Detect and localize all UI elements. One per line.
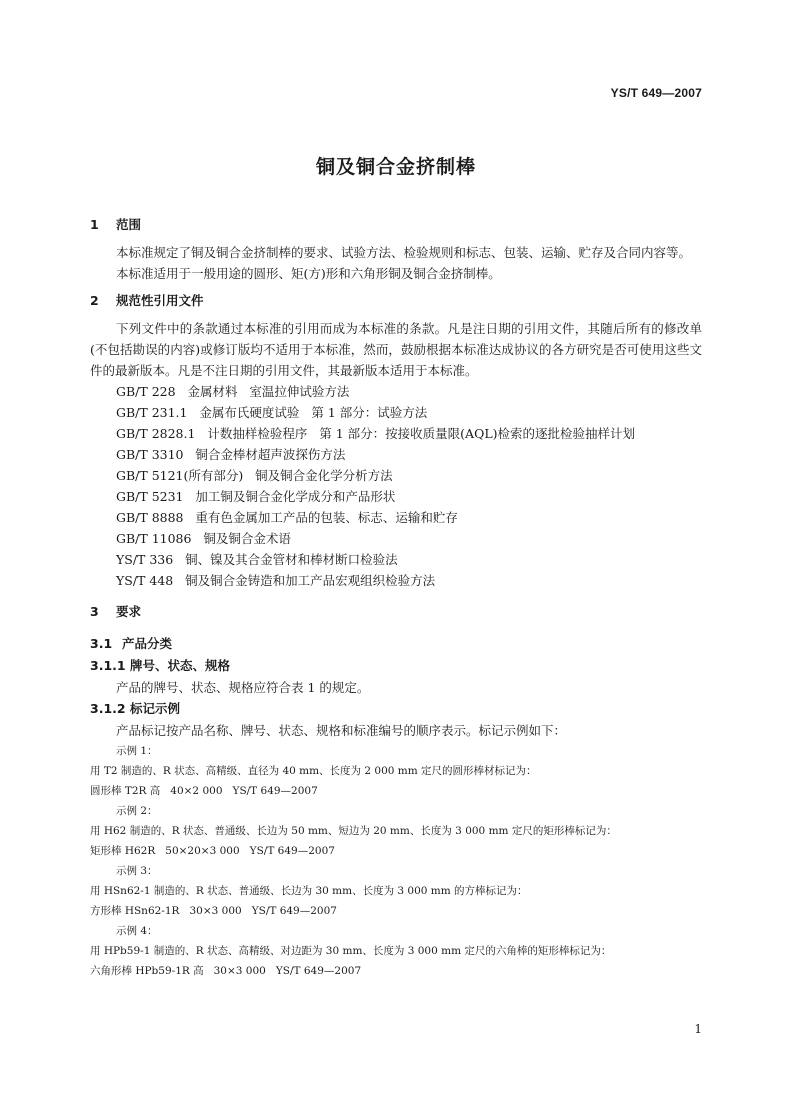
- section-title: 范围: [116, 217, 142, 232]
- section-2-heading: [90, 290, 702, 312]
- section-3-heading: [90, 601, 702, 623]
- standard-code: YS/T 649—2007: [610, 86, 702, 100]
- example-marking: 矩形棒 H62R 50×20×3 000 YS/T 649—2007: [90, 845, 335, 857]
- example-marking: 方形棒 HSn62-1R 30×3 000 YS/T 649—2007: [90, 905, 337, 917]
- subsection-3-1-heading: [90, 633, 702, 655]
- example-description: 用 H62 制造的、R 状态、普通级、长边为 50 mm、短边为 20 mm、长度为 3 000 mm 定尺的矩形棒标记为：: [90, 825, 617, 837]
- marking-intro-paragraph: 产品标记按产品名称、牌号、状态、规格和标准编号的顺序表示。标记示例如下：: [116, 723, 567, 738]
- section-title: 牌号、状态、规格: [130, 658, 231, 673]
- subsection-3-1-1-heading: [90, 655, 702, 677]
- section-title: 要求: [116, 604, 142, 619]
- example-description: 用 T2 制造的、R 状态、高精级、直径为 40 mm、长度为 2 000 mm 定尺的圆形棒材标记为：: [90, 765, 537, 777]
- reference-item: YS/T 336 铜、镍及其合金管材和棒材断口检验法: [116, 552, 398, 567]
- example-marking: 圆形棒 T2R 高 40×2 000 YS/T 649—2007: [90, 785, 318, 797]
- section-number: 3.1.2: [90, 701, 126, 716]
- page-number: 1: [694, 1022, 702, 1036]
- section-number: 3: [90, 604, 99, 619]
- marking-examples: [90, 741, 702, 981]
- reference-item: GB/T 5231 加工铜及铜合金化学成分和产品形状: [116, 489, 396, 504]
- example-description: 用 HSn62-1 制造的、R 状态、普通级、长边为 30 mm、长度为 3 000 mm 的方棒标记为：: [90, 885, 528, 897]
- section-title: 产品分类: [122, 636, 173, 651]
- example-label: 示例 4：: [116, 925, 158, 937]
- reference-item: GB/T 3310 铜合金棒材超声波探伤方法: [116, 447, 346, 462]
- subsection-3-1-2-heading: [90, 698, 702, 720]
- section-number: 3.1: [90, 636, 113, 651]
- document-title: 铜及铜合金挤制棒: [315, 156, 476, 178]
- section-1-heading: [90, 214, 702, 236]
- document-body: [90, 214, 702, 981]
- example-label: 示例 1：: [116, 745, 158, 757]
- scope-paragraph-1: 本标准规定了铜及铜合金挤制棒的要求、试验方法、检验规则和标志、包装、运输、贮存及合同内容等。: [116, 245, 692, 260]
- example-label: 示例 2：: [116, 805, 158, 817]
- section-number: 2: [90, 293, 99, 308]
- section-number: 3.1.1: [90, 658, 126, 673]
- reference-item: GB/T 8888 重有色金属加工产品的包装、标志、运输和贮存: [116, 510, 458, 525]
- reference-item: GB/T 2828.1 计数抽样检验程序 第 1 部分：按接收质量限(AQL)检索的逐批检验抽样计划: [116, 426, 636, 441]
- reference-item: GB/T 231.1 金属布氏硬度试验 第 1 部分：试验方法: [116, 405, 428, 420]
- example-label: 示例 3：: [116, 865, 158, 877]
- grade-temper-spec-paragraph: 产品的牌号、状态、规格应符合表 1 的规定。: [116, 680, 370, 695]
- reference-item: GB/T 11086 铜及铜合金术语: [116, 531, 291, 546]
- scope-paragraph-2: 本标准适用于一般用途的圆形、矩(方)形和六角形铜及铜合金挤制棒。: [116, 266, 501, 281]
- section-number: 1: [90, 217, 99, 232]
- reference-list: [90, 381, 702, 591]
- section-title: 规范性引用文件: [116, 293, 204, 308]
- reference-item: YS/T 448 铜及铜合金铸造和加工产品宏观组织检验方法: [116, 573, 436, 588]
- reference-item: GB/T 5121(所有部分) 铜及铜合金化学分析方法: [116, 468, 393, 483]
- example-description: 用 HPb59-1 制造的、R 状态、高精级、对边距为 30 mm、长度为 3 000 mm 定尺的六角棒的矩形棒标记为：: [90, 945, 612, 957]
- reference-item: GB/T 228 金属材料 室温拉伸试验方法: [116, 384, 350, 399]
- example-marking: 六角形棒 HPb59-1R 高 30×3 000 YS/T 649—2007: [90, 965, 362, 977]
- normative-references-intro: 下列文件中的条款通过本标准的引用而成为本标准的条款。凡是注日期的引用文件，其随后所有的修改单(不包括勘误的内容)或修订版均不适用于本标准，然而，鼓励根据本标准达成协议的各方研究是否可使用这些文件的最新版本。凡是不注日期的引用文件，其最新版本适用于本标准。: [90, 321, 702, 378]
- section-title: 标记示例: [130, 701, 181, 716]
